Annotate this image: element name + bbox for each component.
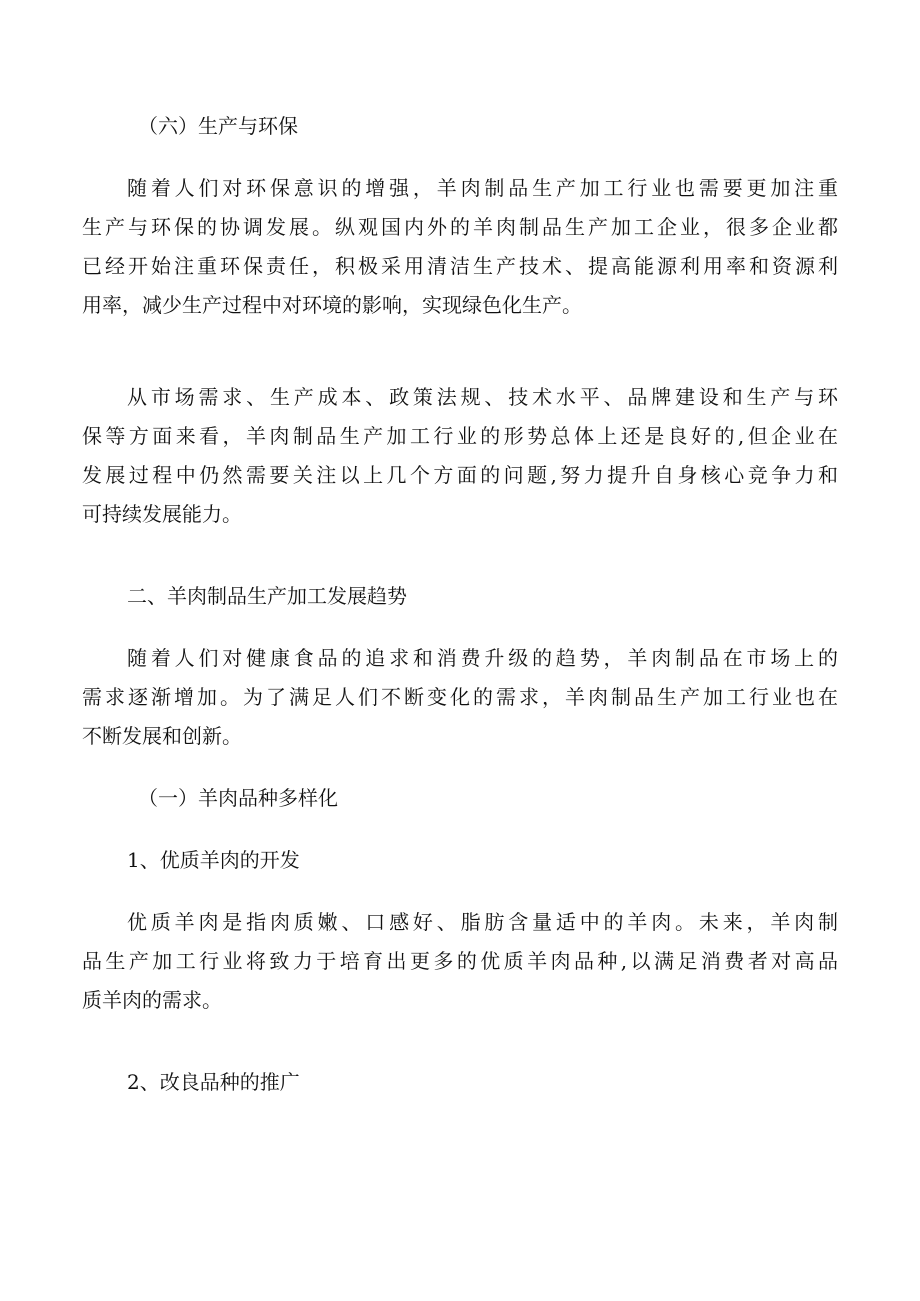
paragraph-line: 随着人们对环保意识的增强，羊肉制品生产加工行业也需要更加注重	[127, 176, 838, 200]
paragraph-line: 质羊肉的需求。	[82, 988, 222, 1012]
paragraph-line: 已经开始注重环保责任，积极采用清洁生产技术、提高能源利用率和资源利	[82, 254, 838, 278]
item-heading-1: 1、优质羊肉的开发	[127, 848, 300, 872]
paragraph-line: 可持续发展能力。	[82, 502, 242, 526]
paragraph-line: 发展过程中仍然需要关注以上几个方面的问题,努力提升自身核心竞争力和	[82, 463, 838, 487]
paragraph-line: 生产与环保的协调发展。纵观国内外的羊肉制品生产加工企业，很多企业都	[82, 215, 838, 239]
paragraph-line: 保等方面来看，羊肉制品生产加工行业的形势总体上还是良好的,但企业在	[82, 424, 838, 448]
paragraph-line: 不断发展和创新。	[82, 724, 242, 748]
section-heading-6: （六）生产与环保	[138, 114, 298, 138]
paragraph-line: 优质羊肉是指肉质嫩、口感好、脂肪含量适中的羊肉。未来，羊肉制	[127, 910, 838, 934]
paragraph-line: 品生产加工行业将致力于培育出更多的优质羊肉品种,以满足消费者对高品	[82, 949, 838, 973]
paragraph-line: 需求逐渐增加。为了满足人们不断变化的需求，羊肉制品生产加工行业也在	[82, 685, 838, 709]
section-heading-2: 二、羊肉制品生产加工发展趋势	[127, 584, 407, 608]
paragraph-line: 随着人们对健康食品的追求和消费升级的趋势，羊肉制品在市场上的	[127, 646, 838, 670]
item-heading-2: 2、改良品种的推广	[127, 1070, 300, 1094]
paragraph-line: 从市场需求、生产成本、政策法规、技术水平、品牌建设和生产与环	[127, 385, 838, 409]
paragraph-line: 用率，减少生产过程中对环境的影响，实现绿色化生产。	[82, 293, 582, 317]
subsection-heading-1: （一）羊肉品种多样化	[138, 786, 338, 810]
